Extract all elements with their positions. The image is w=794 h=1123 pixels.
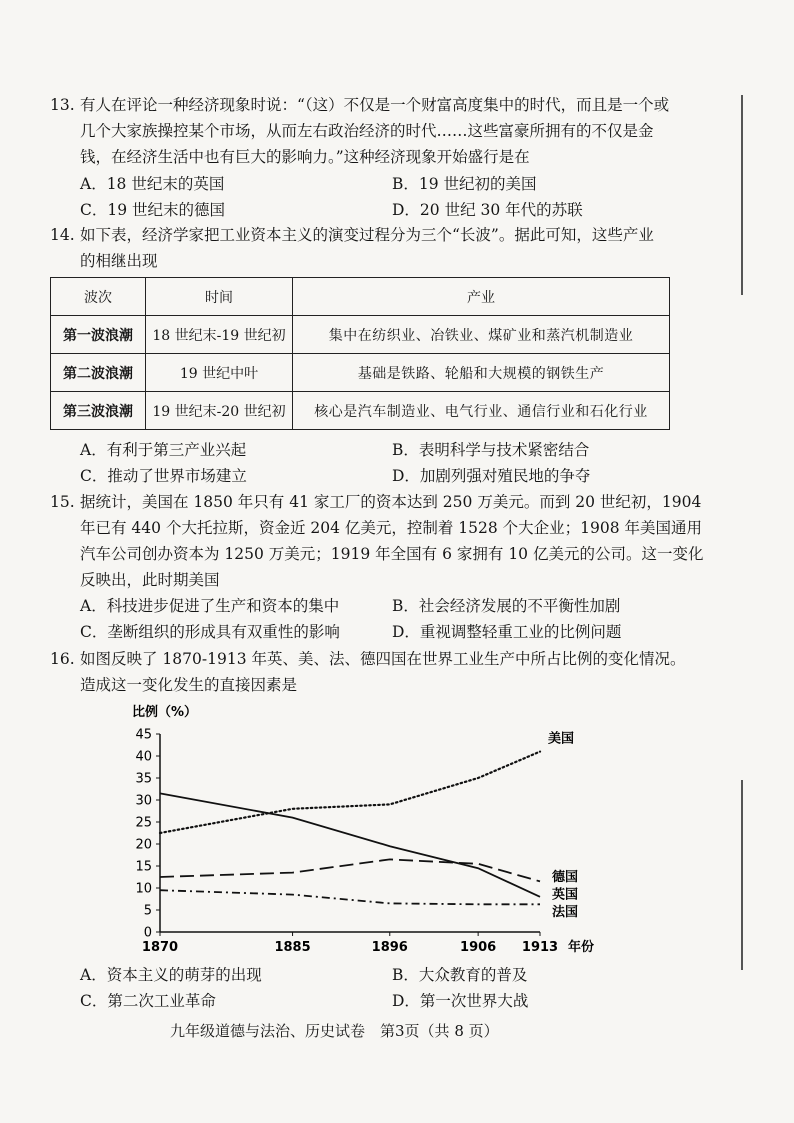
series-label: 英国 bbox=[552, 887, 579, 903]
y-tick-label: 20 bbox=[135, 837, 152, 853]
q14-option-a[interactable]: A．有利于第三产业兴起 bbox=[80, 441, 247, 459]
q15-option-b[interactable]: B．社会经济发展的不平衡性加剧 bbox=[392, 597, 621, 615]
q16-option-d[interactable]: D．第一次世界大战 bbox=[392, 992, 529, 1010]
page-footer: 九年级道德与法治、历史试卷 第3页（共 8 页） bbox=[170, 1022, 499, 1040]
table-header-row bbox=[51, 278, 670, 316]
y-tick-label: 0 bbox=[143, 925, 152, 941]
q15-text-line: 年已有 440 个大托拉斯，资金近 204 亿美元，控制着 1528 个大企业；1908 年美国通用 bbox=[80, 519, 703, 537]
q14-text-line: 如下表，经济学家把工业资本主义的演变过程分为三个“长波”。据此可知，这些产业 bbox=[80, 226, 654, 244]
table-cell-time: 18 世纪末-19 世纪初 bbox=[146, 316, 293, 354]
series-label: 法国 bbox=[552, 905, 579, 921]
table-row bbox=[51, 392, 670, 430]
series-label: 德国 bbox=[552, 870, 579, 885]
table-row bbox=[51, 316, 670, 354]
q15-text-line: 汽车公司创办资本为 1250 万美元；1919 年全国有 6 家拥有 10 亿美元的公司。这一变化 bbox=[80, 545, 704, 563]
series-label: 美国 bbox=[548, 731, 575, 747]
y-tick-label: 25 bbox=[135, 815, 152, 831]
table-cell-time: 19 世纪中叶 bbox=[146, 354, 293, 392]
q15-option-d[interactable]: D．重视调整轻重工业的比例问题 bbox=[392, 623, 622, 641]
x-tick-label: 1870 bbox=[141, 940, 179, 955]
margin-line bbox=[741, 95, 743, 295]
table-header: 时间 bbox=[146, 278, 293, 316]
table-cell-wave: 第一波浪潮 bbox=[51, 316, 146, 354]
q13-option-a[interactable]: A．18 世纪末的英国 bbox=[80, 175, 225, 193]
q16-option-b[interactable]: B．大众教育的普及 bbox=[392, 966, 528, 984]
table-cell-wave: 第三波浪潮 bbox=[51, 392, 146, 430]
x-axis-label: 年份 bbox=[568, 940, 595, 955]
q14-option-b[interactable]: B．表明科学与技术紧密结合 bbox=[392, 441, 590, 459]
y-tick-label: 45 bbox=[135, 727, 152, 743]
q13-option-c[interactable]: C．19 世纪末的德国 bbox=[80, 201, 226, 219]
q16-number: 16. bbox=[50, 650, 75, 668]
x-tick-label: 1913 bbox=[521, 940, 559, 955]
q13-number: 13. bbox=[50, 96, 75, 114]
q14-option-c[interactable]: C．推动了世界市场建立 bbox=[80, 467, 247, 485]
table-header: 波次 bbox=[51, 278, 146, 316]
q14-option-d[interactable]: D．加剧列强对殖民地的争夺 bbox=[392, 467, 591, 485]
q16-text-line: 如图反映了 1870-1913 年英、美、法、德四国在世界工业生产中所占比例的变化情况。 bbox=[80, 650, 686, 668]
y-tick-label: 30 bbox=[135, 793, 152, 809]
q13-text-line: 有人在评论一种经济现象时说：“（这）不仅是一个财富高度集中的时代，而且是一个或 bbox=[80, 96, 670, 114]
q16-text-line: 造成这一变化发生的直接因素是 bbox=[80, 676, 298, 694]
table-cell-time: 19 世纪末-20 世纪初 bbox=[146, 392, 293, 430]
table-cell-industry: 集中在纺织业、冶铁业、煤矿业和蒸汽机制造业 bbox=[293, 316, 670, 354]
industry-waves-table bbox=[50, 277, 670, 430]
q15-text-line: 据统计，美国在 1850 年只有 41 家工厂的资本达到 250 万美元。而到 20 世纪初，1904 bbox=[80, 493, 702, 511]
series-line-英国 bbox=[160, 793, 540, 896]
y-tick-label: 35 bbox=[135, 771, 152, 787]
q15-number: 15. bbox=[50, 493, 75, 511]
series-line-法国 bbox=[160, 890, 540, 904]
x-tick-label: 1896 bbox=[371, 940, 408, 955]
x-tick-label: 1885 bbox=[274, 940, 311, 955]
table-header: 产业 bbox=[293, 278, 670, 316]
q16-option-a[interactable]: A．资本主义的萌芽的出现 bbox=[80, 966, 262, 984]
q14-text-line: 的相继出现 bbox=[80, 252, 158, 270]
q13-text-line: 钱，在经济生活中也有巨大的影响力。”这种经济现象开始盛行是在 bbox=[80, 148, 530, 166]
q15-text-line: 反映出，此时期美国 bbox=[80, 571, 220, 589]
industrial-share-chart bbox=[120, 700, 620, 960]
q16-option-c[interactable]: C．第二次工业革命 bbox=[80, 992, 216, 1010]
q14-number: 14. bbox=[50, 226, 75, 244]
table-row bbox=[51, 354, 670, 392]
q15-option-a[interactable]: A．科技进步促进了生产和资本的集中 bbox=[80, 597, 340, 615]
y-axis-label: 比例（%） bbox=[132, 705, 198, 720]
series-line-美国 bbox=[160, 752, 540, 833]
y-tick-label: 40 bbox=[135, 749, 152, 765]
y-tick-label: 5 bbox=[143, 903, 152, 919]
x-tick-label: 1906 bbox=[460, 940, 497, 955]
y-tick-label: 10 bbox=[135, 881, 152, 897]
margin-line bbox=[741, 780, 743, 970]
q13-text-line: 几个大家族操控某个市场，从而左右政治经济的时代……这些富豪所拥有的不仅是金 bbox=[80, 122, 654, 140]
table-cell-wave: 第二波浪潮 bbox=[51, 354, 146, 392]
y-tick-label: 15 bbox=[135, 859, 152, 875]
table-cell-industry: 基础是铁路、轮船和大规模的钢铁生产 bbox=[293, 354, 670, 392]
q13-option-b[interactable]: B．19 世纪初的美国 bbox=[392, 175, 537, 193]
table-cell-industry: 核心是汽车制造业、电气行业、通信行业和石化行业 bbox=[293, 392, 670, 430]
q15-option-c[interactable]: C．垄断组织的形成具有双重性的影响 bbox=[80, 623, 340, 641]
q13-option-d[interactable]: D．20 世纪 30 年代的苏联 bbox=[392, 201, 583, 219]
